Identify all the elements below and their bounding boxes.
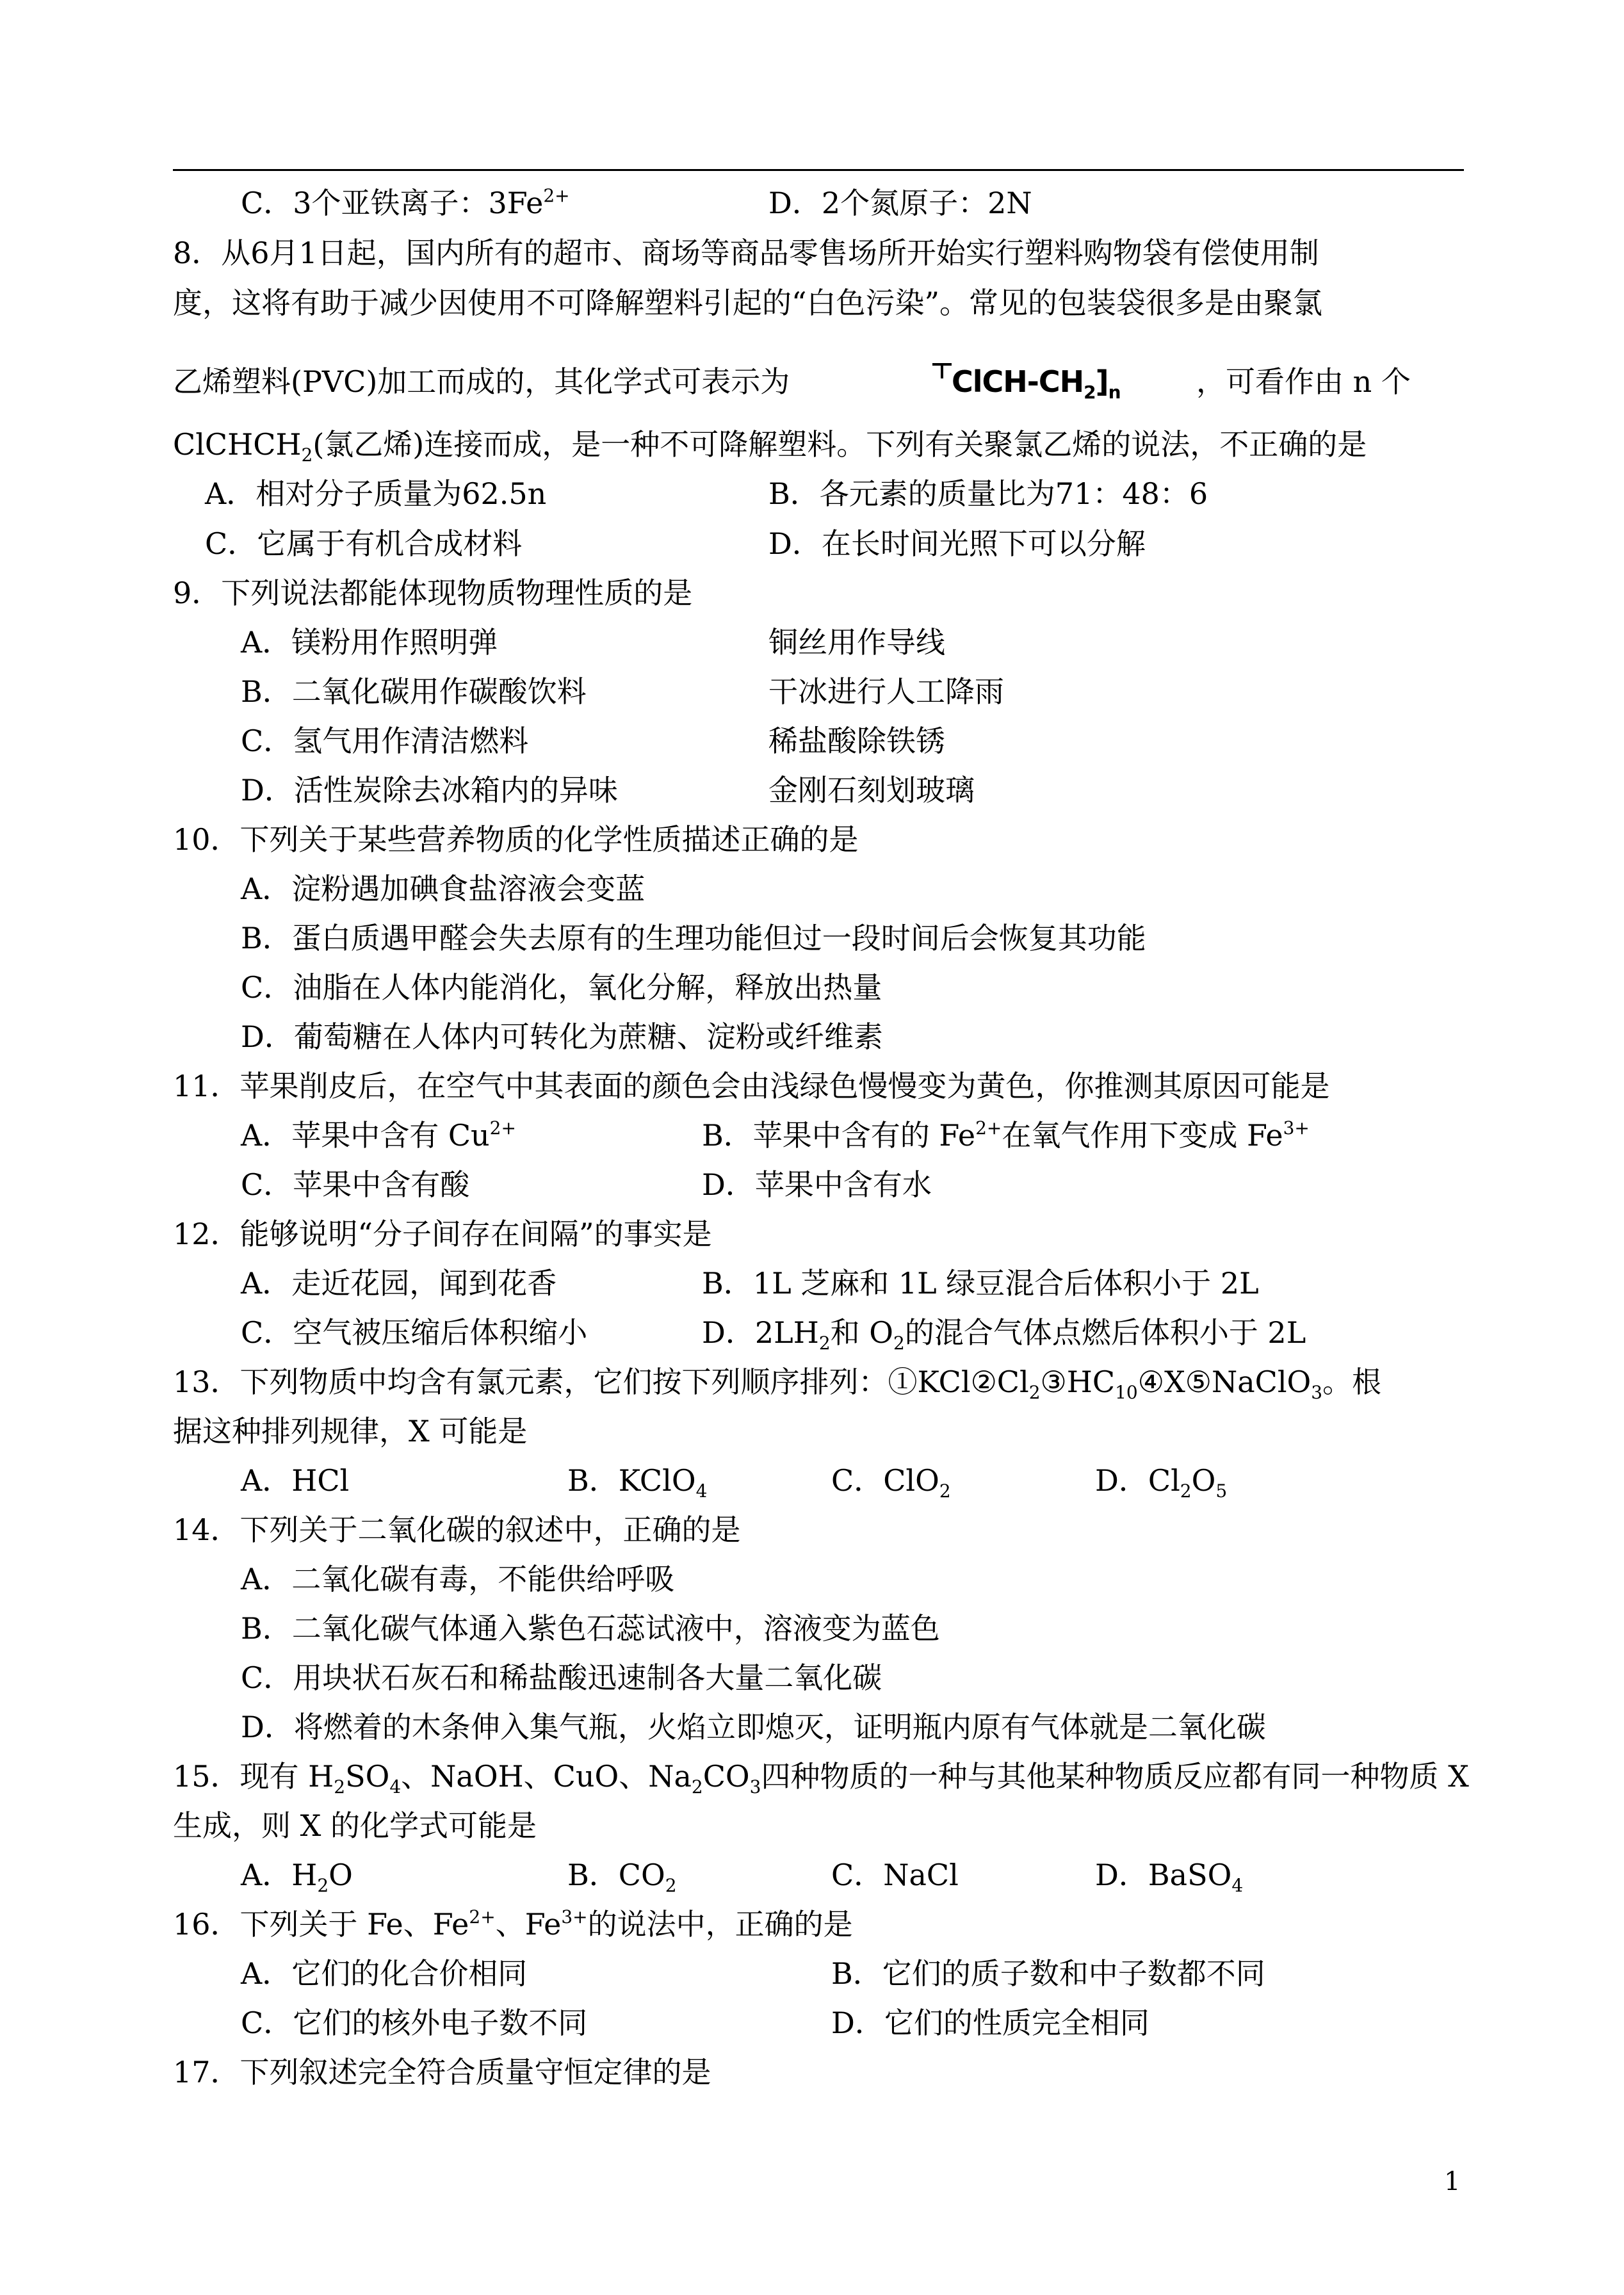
q15-option-a: A．$H_2O$ (241, 1858, 353, 1896)
q9-option-a-right: 铜丝用作导线 (768, 625, 945, 660)
q10-option-b: B．蛋白质遇甲醛会失去原有的生理功能但过一段时间后会恢复其功能 (241, 921, 1146, 955)
q12-stem: 12．能够说明“分子间存在间隔”的事实是 (173, 1217, 712, 1251)
page-number: 1 (1444, 2167, 1461, 2196)
q13-option-b: B．KClO$_4$ (567, 1463, 708, 1502)
q9-option-d-right: 金刚石刻划玻璃 (768, 773, 975, 807)
q9-option-c-left: C．氢气用作清洁燃料 (241, 724, 529, 758)
pvc-formula (927, 362, 1163, 403)
q17-stem: 17．下列叙述完全符合质量守恒定律的是 (173, 2055, 711, 2089)
q10-option-d: D．葡萄糖在人体内可转化为蔗糖、淀粉或纤维素 (241, 1019, 883, 1054)
q12-option-b: B．1L 芝麻和 1L 绿豆混合后体积小于 2L (702, 1266, 1259, 1301)
q8-stem-line2: 度，这将有助于减少因使用不可降解塑料引起的“白色污染”。常见的包装袋很多是由聚氯 (173, 286, 1323, 320)
q14-option-c: C．用块状石灰石和稀盐酸迅速制各大量二氧化碳 (241, 1660, 882, 1695)
q9-option-d-left: D．活性炭除去冰箱内的异味 (241, 773, 618, 807)
q16-option-c: C．它们的核外电子数不同 (241, 2006, 588, 2040)
q7-option-d: D．2个氮原子：2N (768, 186, 1032, 220)
q14-stem: 14．下列关于二氧化碳的叙述中，正确的是 (173, 1512, 741, 1547)
q13-stem-line2: 据这种排列规律，X 可能是 (173, 1414, 528, 1448)
q11-option-a: A．苹果中含有 $Cu^{2+}$ (241, 1117, 516, 1153)
pvc-formula-sub: 2 (1084, 382, 1096, 403)
q15-option-c: C．NaCl (831, 1858, 959, 1892)
q10-stem: 10．下列关于某些营养物质的化学性质描述正确的是 (173, 822, 859, 857)
q16-option-b: B．它们的质子数和中子数都不同 (831, 1956, 1265, 1991)
q13-stem-line1: 13．下列物质中均含有氯元素，它们按下列顺序排列：$①KCl②Cl_2③HC_{10}④X⑤NaClO_3$。根 (173, 1365, 1382, 1403)
q9-option-c-right: 稀盐酸除铁锈 (768, 724, 945, 758)
pvc-formula-bracket-close: ] (1095, 364, 1108, 399)
q15-stem-line1: 15．现有 $H_2SO_4$、NaOH、CuO、$Na_2CO_3$四种物质的一种与其他某种物质反应都有同一种物质 X (173, 1759, 1469, 1797)
q8-option-b: B．各元素的质量比为71：48：6 (768, 476, 1208, 511)
q11-stem: 11．苹果削皮后，在空气中其表面的颜色会由浅绿色慢慢变为黄色，你推测其原因可能是 (173, 1069, 1330, 1103)
q9-option-a-left: A．镁粉用作照明弹 (241, 625, 498, 660)
q9-option-b-left: B．二氧化碳用作碳酸饮料 (241, 674, 587, 709)
q16-option-a: A．它们的化合价相同 (241, 1956, 528, 1991)
q8-option-a: A．相对分子质量为62.5n (205, 476, 547, 511)
q8-stem-line3-tail: ，可看作由 n 个 (1196, 364, 1411, 399)
header-rule (173, 169, 1464, 171)
q8-option-d: D．在长时间光照下可以分解 (768, 526, 1146, 561)
q16-option-d: D．它们的性质完全相同 (831, 2006, 1149, 2040)
q14-option-b: B．二氧化碳气体通入紫色石蕊试液中，溶液变为蓝色 (241, 1611, 940, 1646)
q10-option-a: A．淀粉遇加碘食盐溶液会变蓝 (241, 872, 646, 906)
q7-option-c: C．3个亚铁离子：$3Fe^{2+}$ (241, 185, 570, 220)
q8-stem-line4: ClCHCH$_2$(氯乙烯)连接而成，是一种不可降解塑料。下列有关聚氯乙烯的说法，不正确的是 (173, 427, 1367, 466)
q16-stem: 16．下列关于 Fe、$Fe^{2+}$、$Fe^{3+}$的说法中，正确的是 (173, 1906, 853, 1942)
q13-option-a: A．HCl (241, 1463, 350, 1498)
q14-option-d: D．将燃着的木条伸入集气瓶，火焰立即熄灭，证明瓶内原有气体就是二氧化碳 (241, 1710, 1266, 1744)
q14-option-a: A．二氧化碳有毒，不能供给呼吸 (241, 1562, 675, 1596)
q11-option-b: B．苹果中含有的 $Fe^{2+}$在氧气作用下变成 $Fe^{3+}$ (702, 1117, 1310, 1153)
pvc-formula-n: n (1108, 382, 1121, 403)
q12-option-d: D．$2LH_2$和 $O_2$的混合气体点燃后体积小于 2L (702, 1315, 1306, 1354)
pvc-formula-text: ClCH-CH (952, 364, 1084, 399)
q10-option-c: C．油脂在人体内能消化，氧化分解，释放出热量 (241, 970, 882, 1005)
q13-option-c: C．ClO$_2$ (831, 1463, 951, 1502)
q8-option-c: C．它属于有机合成材料 (205, 526, 523, 561)
q15-option-d: D．BaSO$_4$ (1095, 1858, 1244, 1896)
q12-option-a: A．走近花园，闻到花香 (241, 1266, 557, 1301)
q15-option-b: B．$CO_2$ (567, 1858, 677, 1896)
q11-option-d: D．苹果中含有水 (702, 1167, 932, 1202)
q9-stem: 9．下列说法都能体现物质物理性质的是 (173, 576, 693, 610)
q8-stem-line1: 8．从6月1日起，国内所有的超市、商场等商品零售场所开始实行塑料购物袋有偿使用制 (173, 236, 1319, 270)
q15-stem-line2: 生成，则 X 的化学式可能是 (173, 1808, 537, 1843)
q8-stem-line3: 乙烯塑料(PVC)加工而成的，其化学式可表示为 (173, 364, 790, 399)
q13-option-d: D．$Cl_2O_5$ (1095, 1463, 1228, 1502)
q11-option-c: C．苹果中含有酸 (241, 1167, 470, 1202)
q12-option-c: C．空气被压缩后体积缩小 (241, 1315, 588, 1350)
q9-option-b-right: 干冰进行人工降雨 (768, 674, 1004, 709)
pvc-formula-bracket-stem (941, 363, 943, 378)
